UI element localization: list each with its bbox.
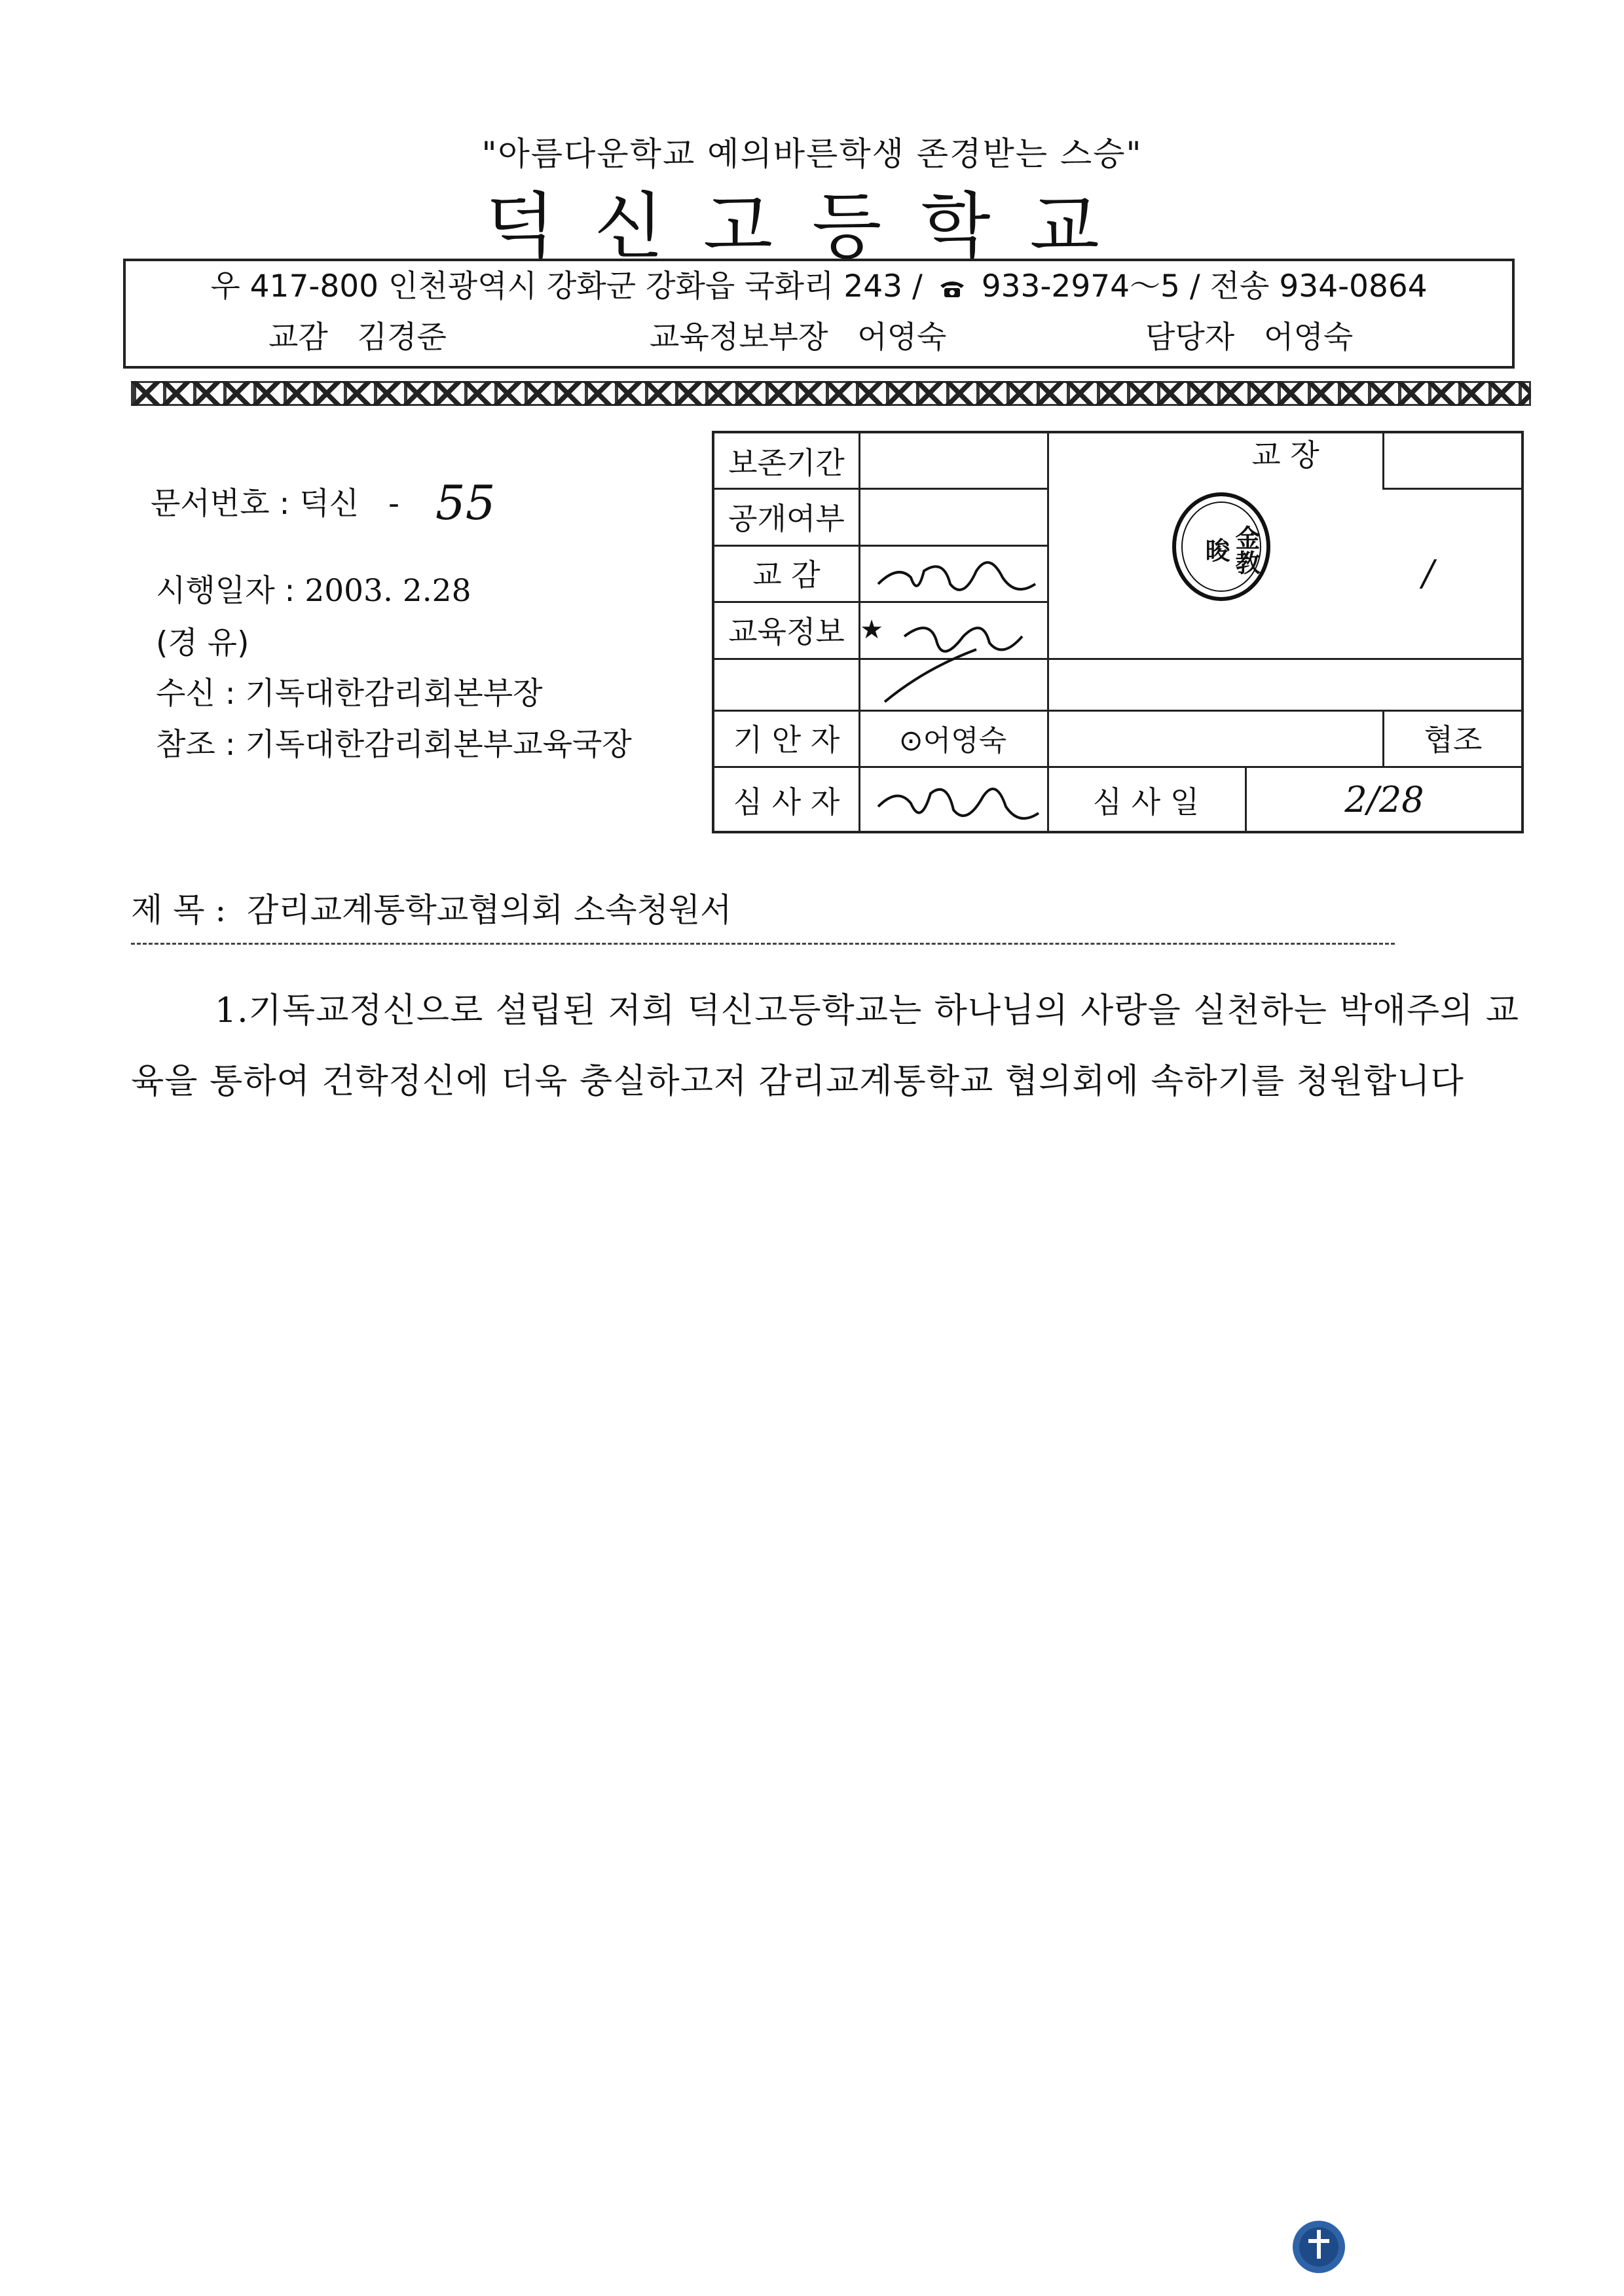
disclosure-label: 공개여부: [728, 500, 845, 536]
vice-principal-signature: [872, 545, 1042, 604]
subject-line: 제 목 : 감리교계통학교협의회 소속청원서: [131, 891, 732, 929]
seal-text: 金教晙: [1201, 525, 1261, 575]
principal-mark: /: [1422, 552, 1435, 594]
staff-in-charge: 담당자 어영숙: [1145, 319, 1354, 355]
cooperation-label: 협조: [1424, 722, 1483, 757]
school-slogan: "아름다운학교 예의바른학생 존경받는 스승": [481, 135, 1143, 173]
address-text: 우 417-800 인천광역시 강화군 강화읍 국화리 243 /: [210, 268, 923, 304]
phone-icon: [938, 279, 967, 299]
approval-table: [712, 431, 1524, 833]
doc-number: 문서번호 : 덕신 - 55: [151, 475, 496, 530]
phone-fax-text: 933-2974～5 / 전송 934-0864: [981, 268, 1428, 304]
address-box: [123, 259, 1515, 369]
review-date-value: 2/28: [1344, 779, 1424, 820]
reference: 참조 : 기독대한감리회본부교육국장: [156, 727, 632, 763]
issue-date: 시행일자 : 2003. 2.28: [156, 573, 471, 609]
retention-period-label: 보존기간: [728, 445, 845, 481]
recipient: 수신 : 기독대한감리회본부장: [156, 676, 543, 712]
body-paragraph: 1.기독교정신으로 설립된 저희 덕신고등학교는 하나님의 사랑을 실천하는 박애주의 교육을 통하여 건학정신에 더욱 충실하고저 감리교계통학교 협의회에 속하기를 청원합니다: [131, 991, 1519, 1101]
school-name: 덕신고등학교: [485, 185, 1139, 268]
decorative-divider-frame: [131, 381, 1531, 406]
staff-vice-principal: 교감 김경준: [268, 319, 447, 355]
reviewer-label: 심 사 자: [733, 784, 840, 820]
edu-info-label: 교육정보: [728, 613, 845, 649]
principal-seal-stamp: [1169, 491, 1274, 602]
dashed-separator: [131, 943, 1395, 945]
address-line: [126, 261, 1512, 312]
star-mark: ★: [860, 614, 883, 645]
principal-label: 교 장: [1251, 437, 1320, 473]
drafter-label: 기 안 자: [733, 722, 840, 757]
via: (경 유): [156, 625, 249, 661]
vice-principal-label: 교 감: [752, 557, 821, 592]
review-date-label: 심 사 일: [1092, 784, 1200, 820]
doc-number-handwritten: 55: [435, 475, 496, 530]
empty-label: [714, 658, 858, 710]
reviewer-signature: [872, 767, 1042, 833]
drafter-name: ⊙어영숙: [898, 724, 1007, 757]
cross-logo-icon: [1291, 2219, 1346, 2274]
edu-info-signature: [865, 597, 1061, 708]
staff-info-head: 교육정보부장 어영숙: [650, 319, 947, 355]
